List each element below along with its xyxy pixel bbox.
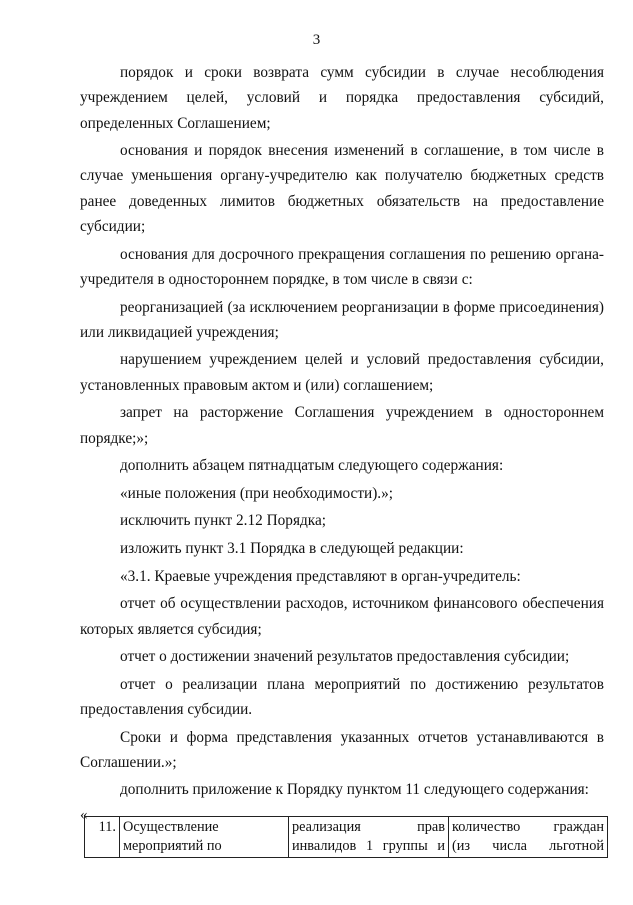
paragraph-3: основания для досрочного прекращения соглашения по решению органа-учредителя в одностороннем порядке, в том числе в связи с: (80, 245, 604, 288)
paragraph-14: отчет о реализации плана мероприятий по достижению результатов предоставления субсидии. (80, 675, 604, 718)
paragraph-6: запрет на расторжение Соглашения учреждением в одностороннем порядке;»; (80, 404, 604, 447)
paragraph-13: отчет о достижении значений результатов предоставления субсидии; (120, 648, 570, 666)
paragraph-2: основания и порядок внесения изменений в соглашение, в том числе в случае уменьшения органу-учредителю как получателю бюджетных средств ранее доведенных лимитов бюджетных обязательств на предоставление субсидии; (80, 142, 604, 236)
document-body (80, 60, 604, 825)
paragraph-8: «иные положения (при необходимости).»; (120, 484, 394, 502)
cell-line: мероприятий по (123, 837, 222, 854)
paragraph-12: отчет об осуществлении расходов, источником финансового обеспечения которых является субсидия; (80, 595, 604, 638)
paragraph-1: порядок и сроки возврата сумм субсидии в случае несоблюдения учреждением целей, условий и порядка предоставления субсидий, определенных Соглашением; (80, 64, 604, 132)
cell-line: реализация прав (292, 819, 445, 835)
cell-purpose (289, 817, 449, 858)
table-row (85, 817, 608, 858)
cell-indicator (449, 817, 608, 858)
cell-line: (из числа льготной (452, 837, 604, 854)
cell-measure (120, 817, 289, 858)
cell-line: инвалидов 1 группы и (292, 837, 445, 854)
paragraph-11: «3.1. Краевые учреждения представляют в орган-учредитель: (120, 567, 521, 585)
paragraph-10: изложить пункт 3.1 Порядка в следующей редакции: (120, 540, 464, 558)
paragraph-16: дополнить приложение к Порядку пунктом 11 следующего содержания: (120, 781, 589, 799)
paragraph-5: нарушением учреждением целей и условий предоставления субсидии, установленных правовым актом и (или) соглашением; (80, 351, 604, 394)
page-number: 3 (312, 32, 321, 48)
paragraph-15: Сроки и форма представления указанных отчетов устанавливаются в Соглашении.»; (80, 728, 604, 771)
paragraph-4: реорганизацией (за исключением реорганизации в форме присоединения) или ликвидацией учреждения; (80, 298, 604, 341)
cell-line: Осуществление (123, 819, 219, 835)
cell-line: количество граждан (452, 819, 604, 835)
opening-quote: « (80, 806, 88, 823)
paragraph-7: дополнить абзацем пятнадцатым следующего содержания: (120, 457, 504, 475)
annex-table (84, 816, 608, 858)
cell-number: 11. (85, 817, 120, 858)
paragraph-9: исключить пункт 2.12 Порядка; (120, 512, 327, 530)
